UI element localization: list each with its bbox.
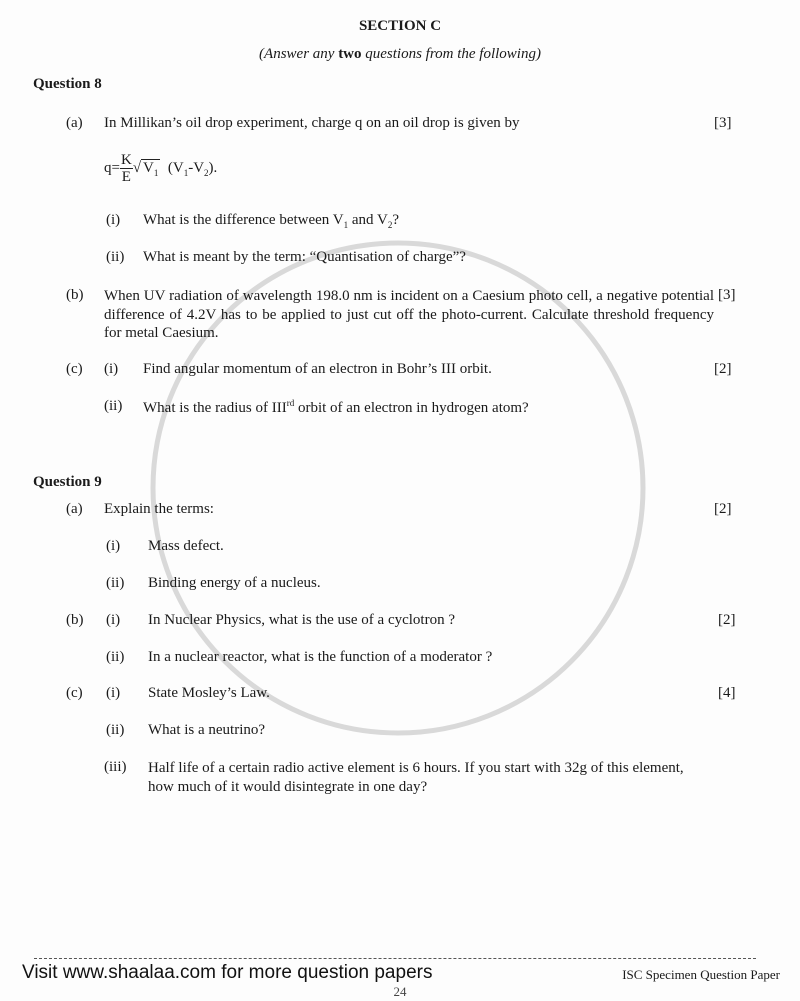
question-text: In a nuclear reactor, what is the function of a moderator ? — [148, 649, 493, 665]
question-text: What is a neutrino? — [148, 722, 266, 738]
part-label: (iii) — [104, 759, 127, 775]
footer-paper-name: ISC Specimen Question Paper — [622, 967, 780, 982]
question-text: What is meant by the term: “Quantisation of charge”? — [143, 249, 466, 265]
section-instruction: (Answer any two questions from the following) — [259, 46, 541, 62]
part-label: (ii) — [106, 249, 125, 265]
part-label: (b) — [66, 287, 84, 303]
question-text: Mass defect. — [148, 538, 224, 554]
marks: [2] — [714, 361, 732, 377]
part-label: (i) — [106, 612, 121, 628]
question-9-title: Question 9 — [33, 474, 102, 490]
part-label: (i) — [104, 361, 119, 377]
section-title: SECTION C — [358, 18, 442, 34]
question-text: Half life of a certain radio active element is 6 hours. If you start with 32g of this element, how much of it would disintegrate in one day? — [148, 760, 684, 795]
footer-divider — [34, 958, 756, 959]
question-text: Binding energy of a nucleus. — [148, 575, 321, 591]
marks: [2] — [714, 501, 732, 517]
part-label: (ii) — [104, 398, 123, 414]
part-label: (ii) — [106, 722, 125, 738]
question-text: State Mosley’s Law. — [148, 685, 270, 701]
part-label: (c) — [66, 685, 83, 701]
question-8-title: Question 8 — [33, 76, 102, 92]
part-label: (i) — [106, 685, 121, 701]
part-label: (i) — [106, 538, 121, 554]
footer-link[interactable]: Visit www.shaalaa.com for more question papers — [22, 962, 433, 983]
question-text: Explain the terms: — [104, 501, 214, 517]
marks: [3] — [714, 115, 732, 131]
marks: [2] — [718, 612, 736, 628]
part-label: (a) — [66, 501, 83, 517]
marks: [4] — [718, 685, 736, 701]
part-label: (ii) — [106, 649, 125, 665]
question-text: What is the radius of IIIrd orbit of an electron in hydrogen atom? — [143, 398, 529, 416]
question-text: In Millikan’s oil drop experiment, charge q on an oil drop is given by — [104, 115, 520, 131]
millikan-formula: q= $\frac{K}{E}$ √ $V_1$ $(V_1-V_2)$. — [104, 152, 218, 185]
question-text: In Nuclear Physics, what is the use of a cyclotron ? — [148, 612, 455, 628]
part-label: (c) — [66, 361, 83, 377]
question-text: Find angular momentum of an electron in Bohr’s III orbit. — [143, 361, 492, 377]
question-text: When UV radiation of wavelength 198.0 nm is incident on a Caesium photo cell, a negative potential difference of 4.2V has to be applied to just cut off the photo-current. Calculate threshold frequency for metal Caesium. — [104, 288, 714, 341]
part-label: (ii) — [106, 575, 125, 591]
part-label: (i) — [106, 212, 121, 228]
part-label: (a) — [66, 115, 83, 131]
marks: [3] — [718, 287, 736, 303]
page-number: 24 — [393, 984, 407, 999]
question-text: What is the difference between $V_1$ and $V_2$? — [143, 212, 400, 230]
part-label: (b) — [66, 612, 84, 628]
